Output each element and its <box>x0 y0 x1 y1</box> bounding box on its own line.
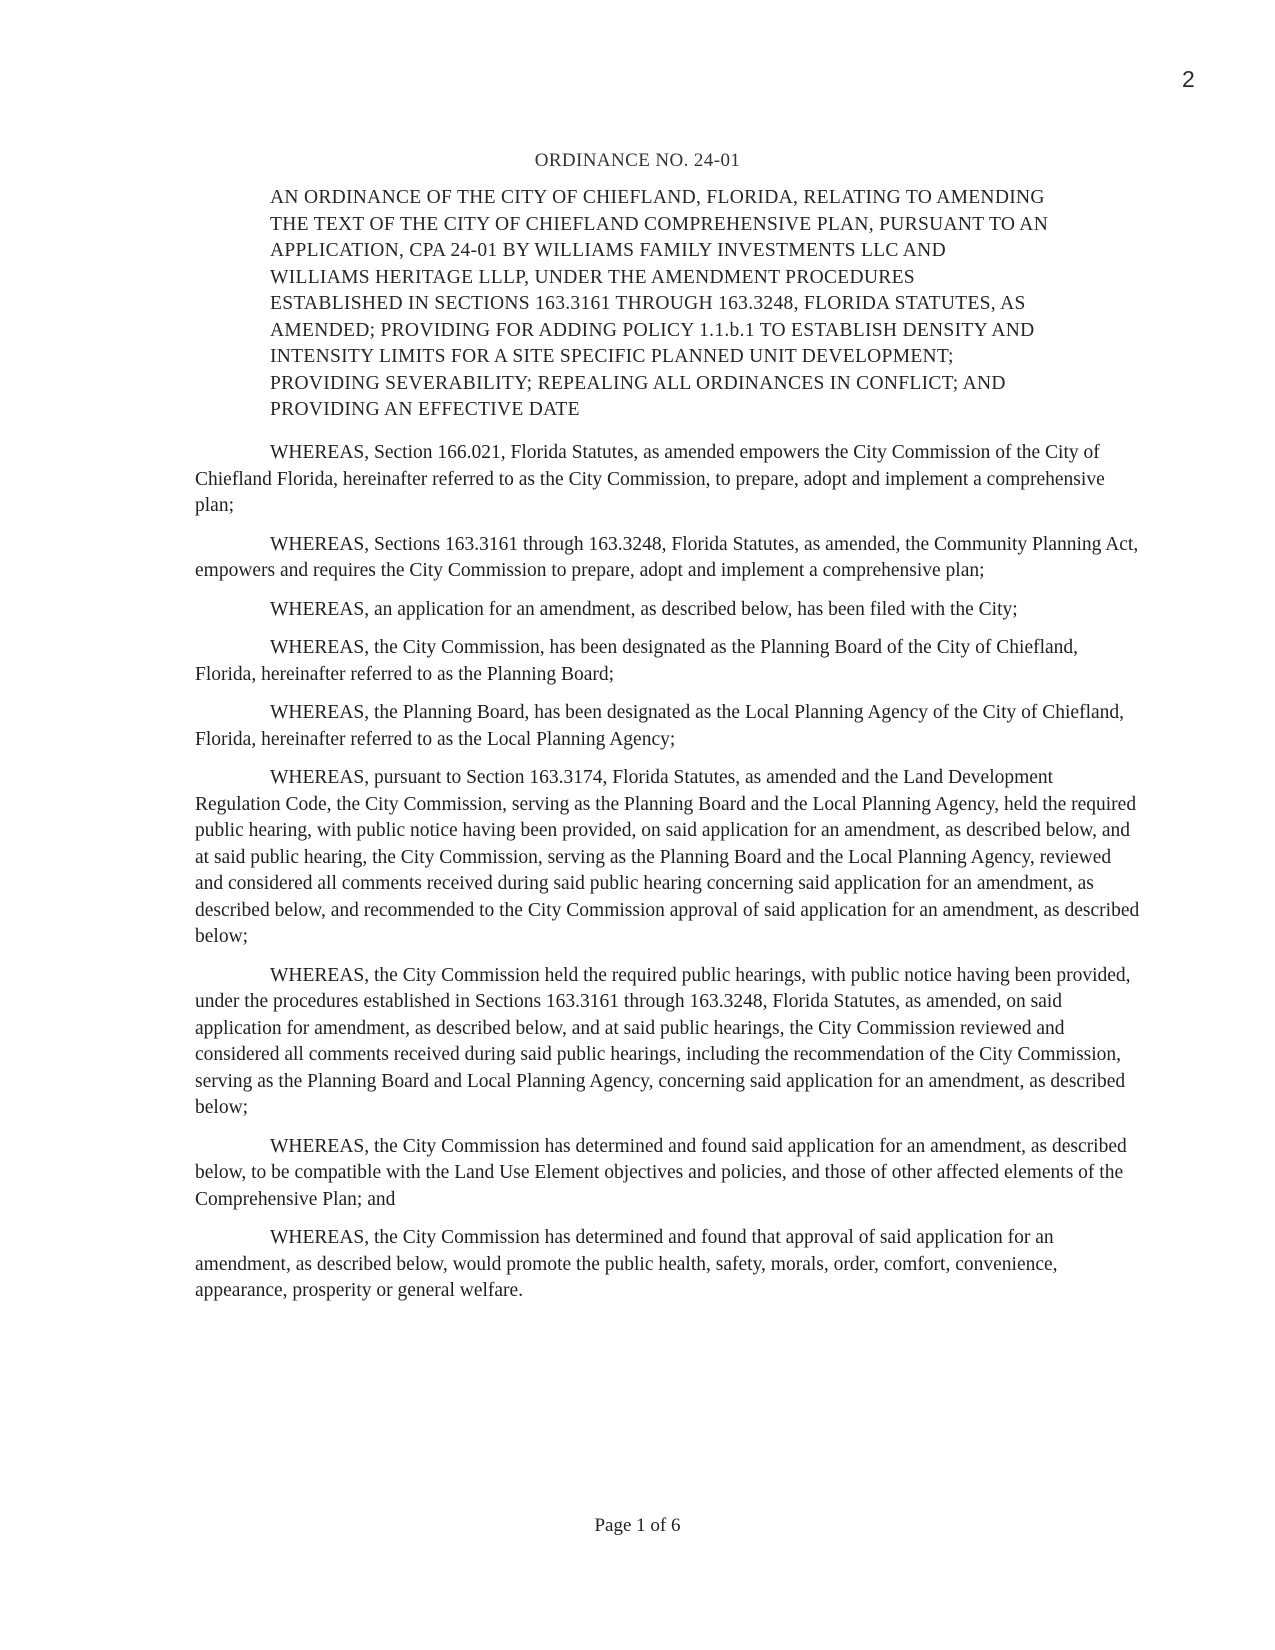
page-footer: Page 1 of 6 <box>594 1515 681 1536</box>
whereas-paragraph: WHEREAS, the City Commission has determined and found that approval of said application for an amendment, as described below, would promote the public health, safety, morals, order, comfort, convenience, appearance, prosperity or general welfare. <box>195 1227 1058 1301</box>
title-line: WILLIAMS HERITAGE LLLP, UNDER THE AMENDMENT PROCEDURES <box>270 266 915 288</box>
whereas-paragraph: WHEREAS, an application for an amendment, as described below, has been filed with the City; <box>270 598 1018 620</box>
title-line: INTENSITY LIMITS FOR A SITE SPECIFIC PLANNED UNIT DEVELOPMENT; <box>270 346 954 367</box>
title-line: PROVIDING SEVERABILITY; REPEALING ALL ORDINANCES IN CONFLICT; AND <box>270 372 1006 394</box>
whereas-paragraph: WHEREAS, the City Commission has determined and found said application for an amendment, as described below, to be compatible with the Land Use Element objectives and policies, and those of other affected elements of the Comprehensive Plan; and <box>195 1135 1127 1210</box>
whereas-paragraph: WHEREAS, Sections 163.3161 through 163.3248, Florida Statutes, as amended, the Community Planning Act, empowers and requires the City Commission to prepare, adopt and implement a comprehensive plan; <box>195 533 1139 581</box>
title-line: APPLICATION, CPA 24-01 BY WILLIAMS FAMILY INVESTMENTS LLC AND <box>270 240 946 261</box>
whereas-paragraph: WHEREAS, the Planning Board, has been designated as the Local Planning Agency of the City of Chiefland, Florida, hereinafter referred to as the Local Planning Agency; <box>195 702 1125 750</box>
corner-page-number: 2 <box>1182 66 1195 92</box>
whereas-paragraph: WHEREAS, pursuant to Section 163.3174, Florida Statutes, as amended and the Land Development Regulation Code, the City Commission, serving as the Planning Board and the Local Planning Agency, held the required public hearing, with public notice having been provided, on said application for an amendment, as described below, and at said public hearing, the City Commission, serving as the Planning Board and the Local Planning Agency, reviewed and considered all comments received during said public hearing concerning said application for an amendment, as described below, and recommended to the City Commission approval of said application for an amendment, as described below; <box>195 767 1140 947</box>
title-line: AMENDED; PROVIDING FOR ADDING POLICY 1.1.b.1 TO ESTABLISH DENSITY AND <box>270 319 1035 341</box>
whereas-paragraph: WHEREAS, Section 166.021, Florida Statutes, as amended empowers the City Commission of the City of Chiefland Florida, hereinafter referred to as the City Commission, to prepare, adopt and implement a comprehensive plan; <box>195 442 1105 516</box>
whereas-clauses <box>195 440 1140 1317</box>
ordinance-number-heading: ORDINANCE NO. 24-01 <box>534 150 741 171</box>
whereas-paragraph: WHEREAS, the City Commission held the required public hearings, with public notice having been provided, under the procedures established in Sections 163.3161 through 163.3248, Florida Statutes, as amended, on said application for amendment, as described below, and at said public hearings, the City Commission reviewed and considered all comments received during said public hearings, including the recommendation of the City Commission, serving as the Planning Board and Local Planning Agency, concerning said application for an amendment, as described below; <box>195 964 1131 1118</box>
title-line: AN ORDINANCE OF THE CITY OF CHIEFLAND, FLORIDA, RELATING TO AMENDING <box>270 187 1045 208</box>
title-line: THE TEXT OF THE CITY OF CHIEFLAND COMPREHENSIVE PLAN, PURSUANT TO AN <box>270 213 1049 235</box>
title-line: PROVIDING AN EFFECTIVE DATE <box>270 399 580 420</box>
whereas-paragraph: WHEREAS, the City Commission, has been designated as the Planning Board of the City of Chiefland, Florida, hereinafter referred to as the Planning Board; <box>195 637 1079 685</box>
ordinance-title-block <box>270 185 1150 424</box>
title-line: ESTABLISHED IN SECTIONS 163.3161 THROUGH 163.3248, FLORIDA STATUTES, AS <box>270 293 1026 314</box>
